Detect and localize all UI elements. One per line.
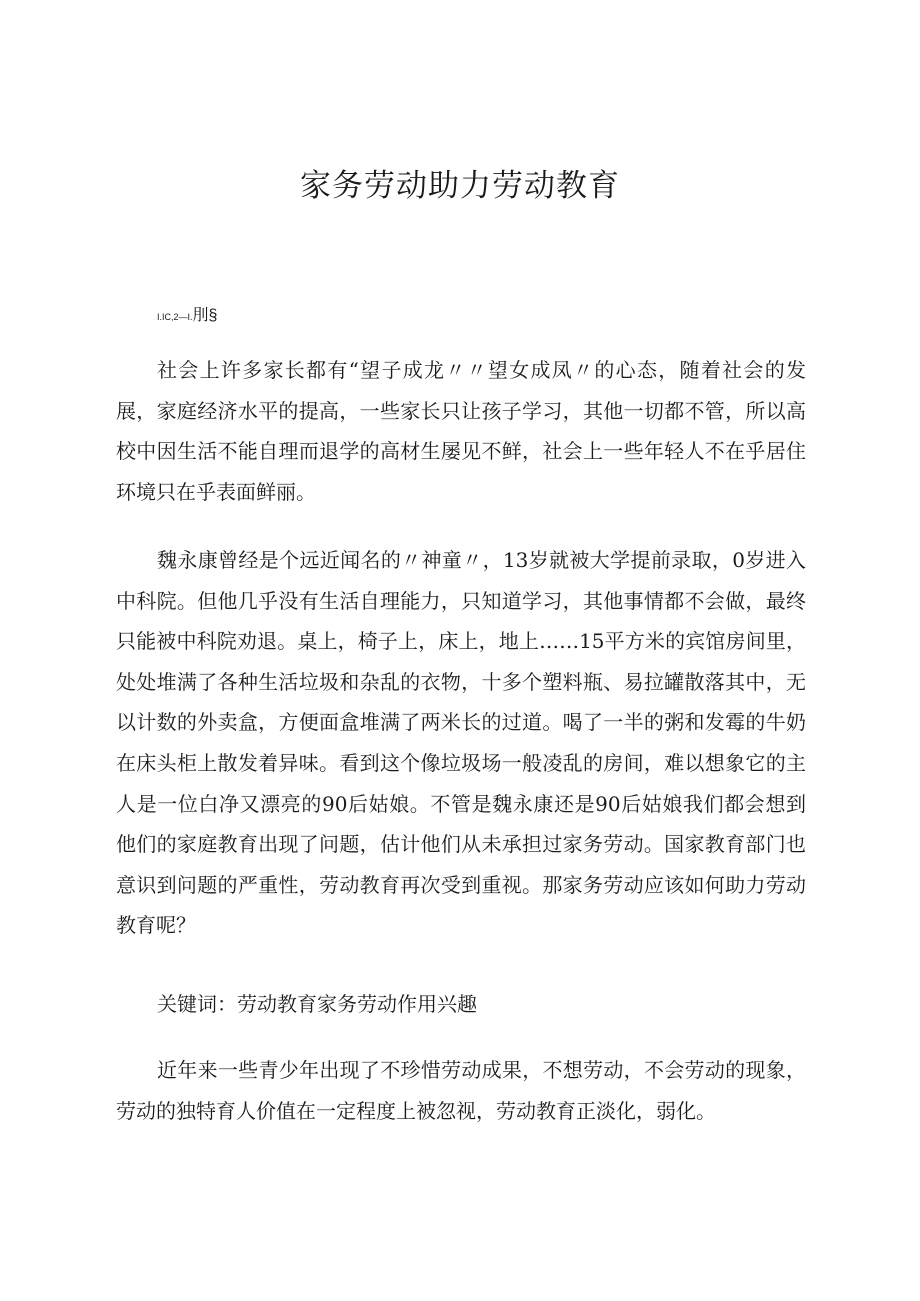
document-title: 家务劳动助力劳动教育 — [300, 168, 620, 204]
paragraph-body: 近年来一些青少年出现了不珍惜劳动成果，不想劳动，不会劳动的现象，劳动的独特育人价值在一定程度上被忽视，劳动教育正淡化，弱化。 — [116, 1058, 806, 1123]
garbled-prefix: I.IC,2—I. — [157, 312, 193, 322]
keywords-line: 关键词：劳动教育家务劳动作用兴趣 — [157, 992, 477, 1016]
garbled-suffix: 刖§ — [192, 307, 218, 324]
paragraph-example: 魏永康曾经是个远近闻名的〃神童〃，13岁就被大学提前录取，0岁进入中科院。但他几乎没有生活自理能力，只知道学习，其他事情都不会做，最终只能被中科院劝退。桌上，椅子上，床上，地上……15平方米的宾馆房间里，处处堆满了各种生活垃圾和杂乱的衣物，十多个塑料瓶、易拉罐散落其中，无以计数的外卖盒，方便面盒堆满了两米长的过道。喝了一半的粥和发霉的牛奶在床头柜上散发着异味。看到这个像垃圾场一般凌乱的房间，难以想象它的主人是一位白净又漂亮的90后姑娘。不管是魏永康还是90后姑娘我们都会想到他们的家庭教育出现了问题，估计他们从未承担过家务劳动。国家教育部门也意识到问题的严重性，劳动教育再次受到重视。那家务劳动应该如何助力劳动教育呢？ — [116, 548, 806, 938]
section-heading-garbled — [157, 304, 217, 329]
paragraph-intro: 社会上许多家长都有“望子成龙〃〃望女成凤〃的心态，随着社会的发展，家庭经济水平的提高，一些家长只让孩子学习，其他一切都不管，所以高校中因生活不能自理而退学的高材生屡见不鲜，社会上一些年轻人不在乎居住环境只在乎表面鲜丽。 — [116, 358, 806, 504]
